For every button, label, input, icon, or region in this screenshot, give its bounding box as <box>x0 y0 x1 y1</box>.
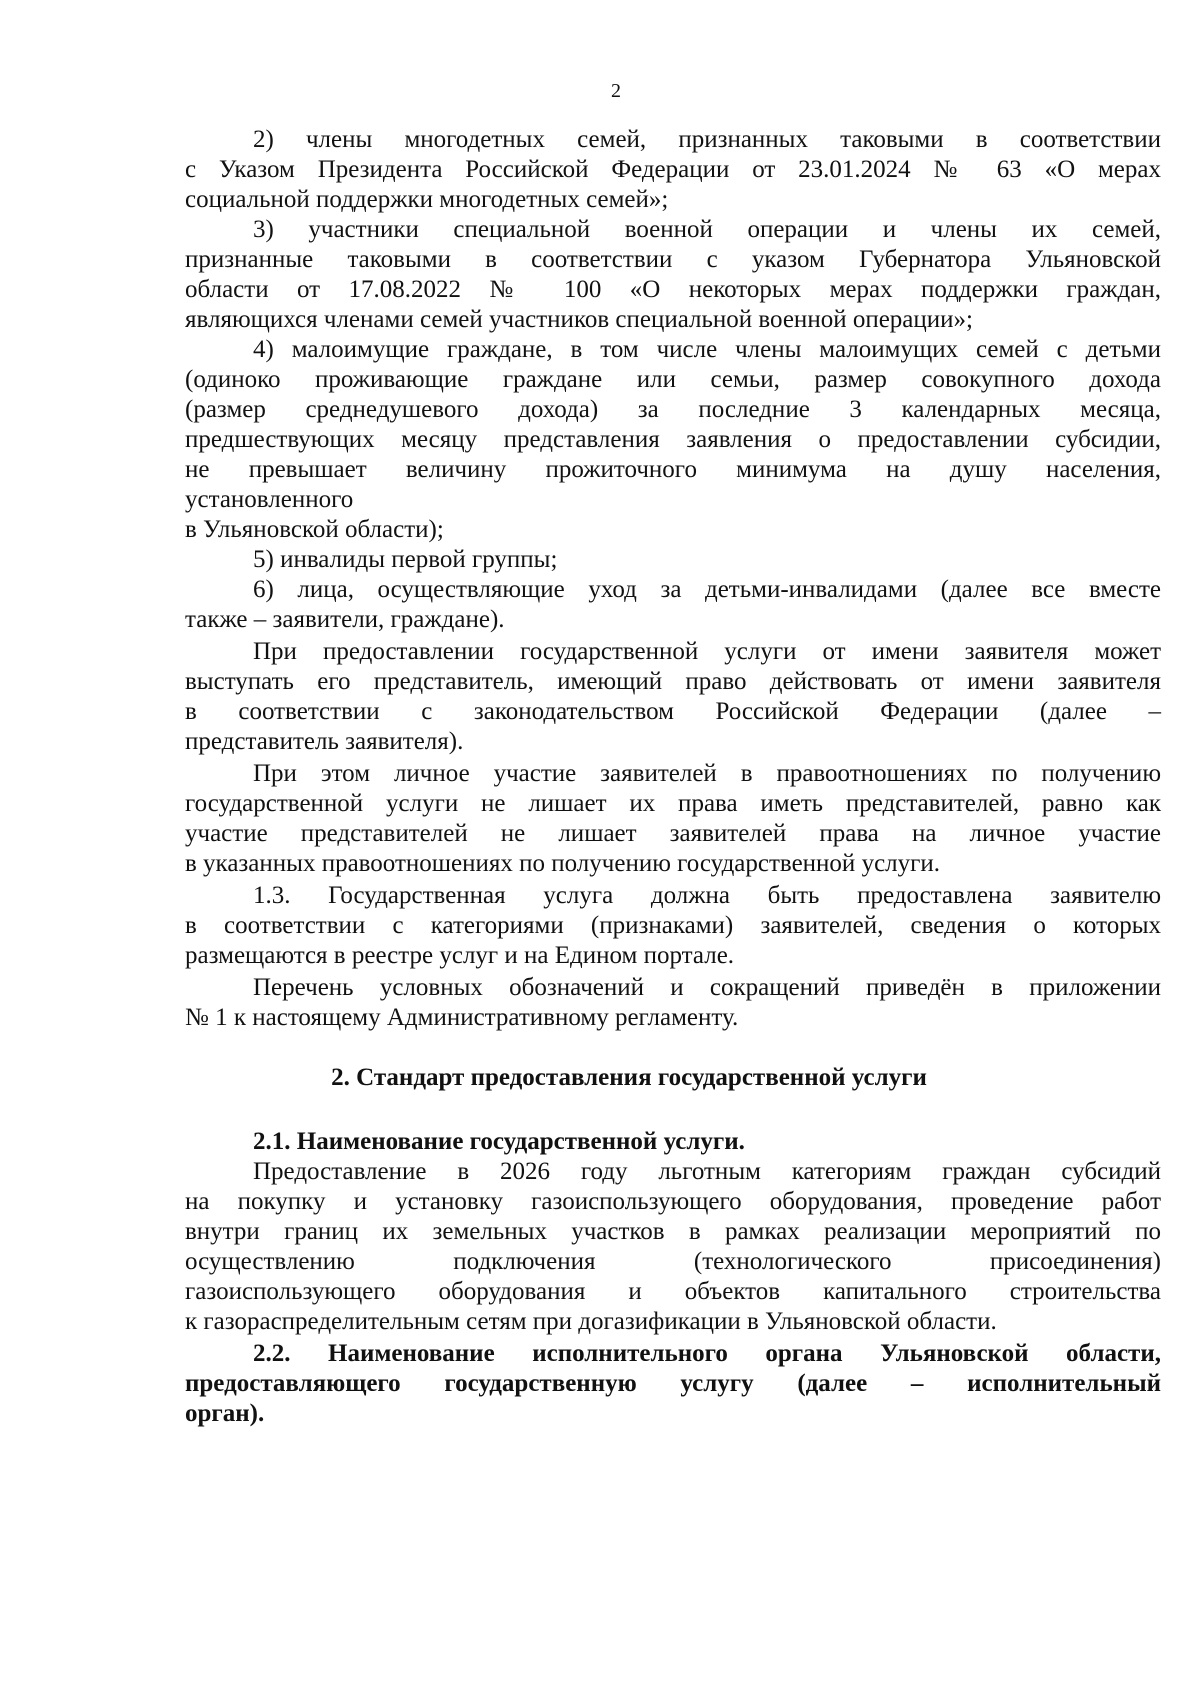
text-line: в соответствии с категориями (признаками) заявителей, сведения о которых <box>185 912 1161 939</box>
text-line: в Ульяновской области); <box>185 516 444 543</box>
text-line: в соответствии с законодательством Российской Федерации (далее – <box>185 698 1161 725</box>
text-line: на покупку и установку газоиспользующего оборудования, проведение работ <box>185 1188 1161 1215</box>
text-line: (одиноко проживающие граждане или семьи, размер совокупного дохода <box>185 366 1161 393</box>
text-line: 2) члены многодетных семей, признанных таковыми в соответствии <box>253 126 1161 153</box>
text-line: предшествующих месяцу представления заявления о предоставлении субсидии, <box>185 426 1161 453</box>
subsection-title-line: предоставляющего государственную услугу (далее – исполнительный <box>185 1370 1161 1397</box>
subsection-title-line: 2.2. Наименование исполнительного органа Ульяновской области, <box>253 1340 1161 1367</box>
text-line: к газораспределительным сетям при догазификации в Ульяновской области. <box>185 1308 997 1335</box>
section-heading: 2. Стандарт предоставления государственной услуги <box>331 1064 927 1091</box>
text-line: 3) участники специальной военной операции и члены их семей, <box>253 216 1161 243</box>
text-line: 1.3. Государственная услуга должна быть предоставлена заявителю <box>253 882 1161 909</box>
text-line: области от 17.08.2022 № 100 «О некоторых мерах поддержки граждан, <box>185 276 1161 303</box>
text-line: установленного <box>185 486 354 513</box>
text-line: газоиспользующего оборудования и объектов капитального строительства <box>185 1278 1161 1305</box>
text-line: признанные таковыми в соответствии с указом Губернатора Ульяновской <box>185 246 1161 273</box>
text-line: социальной поддержки многодетных семей»; <box>185 186 669 213</box>
text-line: также – заявители, граждане). <box>185 606 505 633</box>
text-line: с Указом Президента Российской Федерации от 23.01.2024 № 63 «О мерах <box>185 156 1161 183</box>
text-line: 6) лица, осуществляющие уход за детьми-инвалидами (далее все вместе <box>253 576 1161 603</box>
text-line: внутри границ их земельных участков в рамках реализации мероприятий по <box>185 1218 1161 1245</box>
text-line: 5) инвалиды первой группы; <box>253 546 558 573</box>
text-line: размещаются в реестре услуг и на Едином портале. <box>185 942 735 969</box>
text-line: являющихся членами семей участников специальной военной операции»; <box>185 306 973 333</box>
text-line: Предоставление в 2026 году льготным категориям граждан субсидий <box>253 1158 1161 1185</box>
text-line: в указанных правоотношениях по получению государственной услуги. <box>185 850 941 877</box>
text-line: государственной услуги не лишает их права иметь представителей, равно как <box>185 790 1161 817</box>
subsection-title-line: орган). <box>185 1400 265 1427</box>
text-line: участие представителей не лишает заявителей права на личное участие <box>185 820 1161 847</box>
text-line: (размер среднедушевого дохода) за последние 3 календарных месяца, <box>185 396 1161 423</box>
text-line: № 1 к настоящему Административному регламенту. <box>185 1004 739 1031</box>
text-line: выступать его представитель, имеющий право действовать от имени заявителя <box>185 668 1161 695</box>
text-line: При предоставлении государственной услуги от имени заявителя может <box>253 638 1161 665</box>
page-number: 2 <box>611 80 621 102</box>
text-line: не превышает величину прожиточного минимума на душу населения, <box>185 456 1161 483</box>
text-line: Перечень условных обозначений и сокращений приведён в приложении <box>253 974 1161 1001</box>
text-line: При этом личное участие заявителей в правоотношениях по получению <box>253 760 1161 787</box>
text-line: 4) малоимущие граждане, в том числе члены малоимущих семей с детьми <box>253 336 1161 363</box>
subsection-title: 2.1. Наименование государственной услуги. <box>253 1128 745 1155</box>
text-line: представитель заявителя). <box>185 728 464 755</box>
text-line: осуществлению подключения (технологического присоединения) <box>185 1248 1161 1275</box>
